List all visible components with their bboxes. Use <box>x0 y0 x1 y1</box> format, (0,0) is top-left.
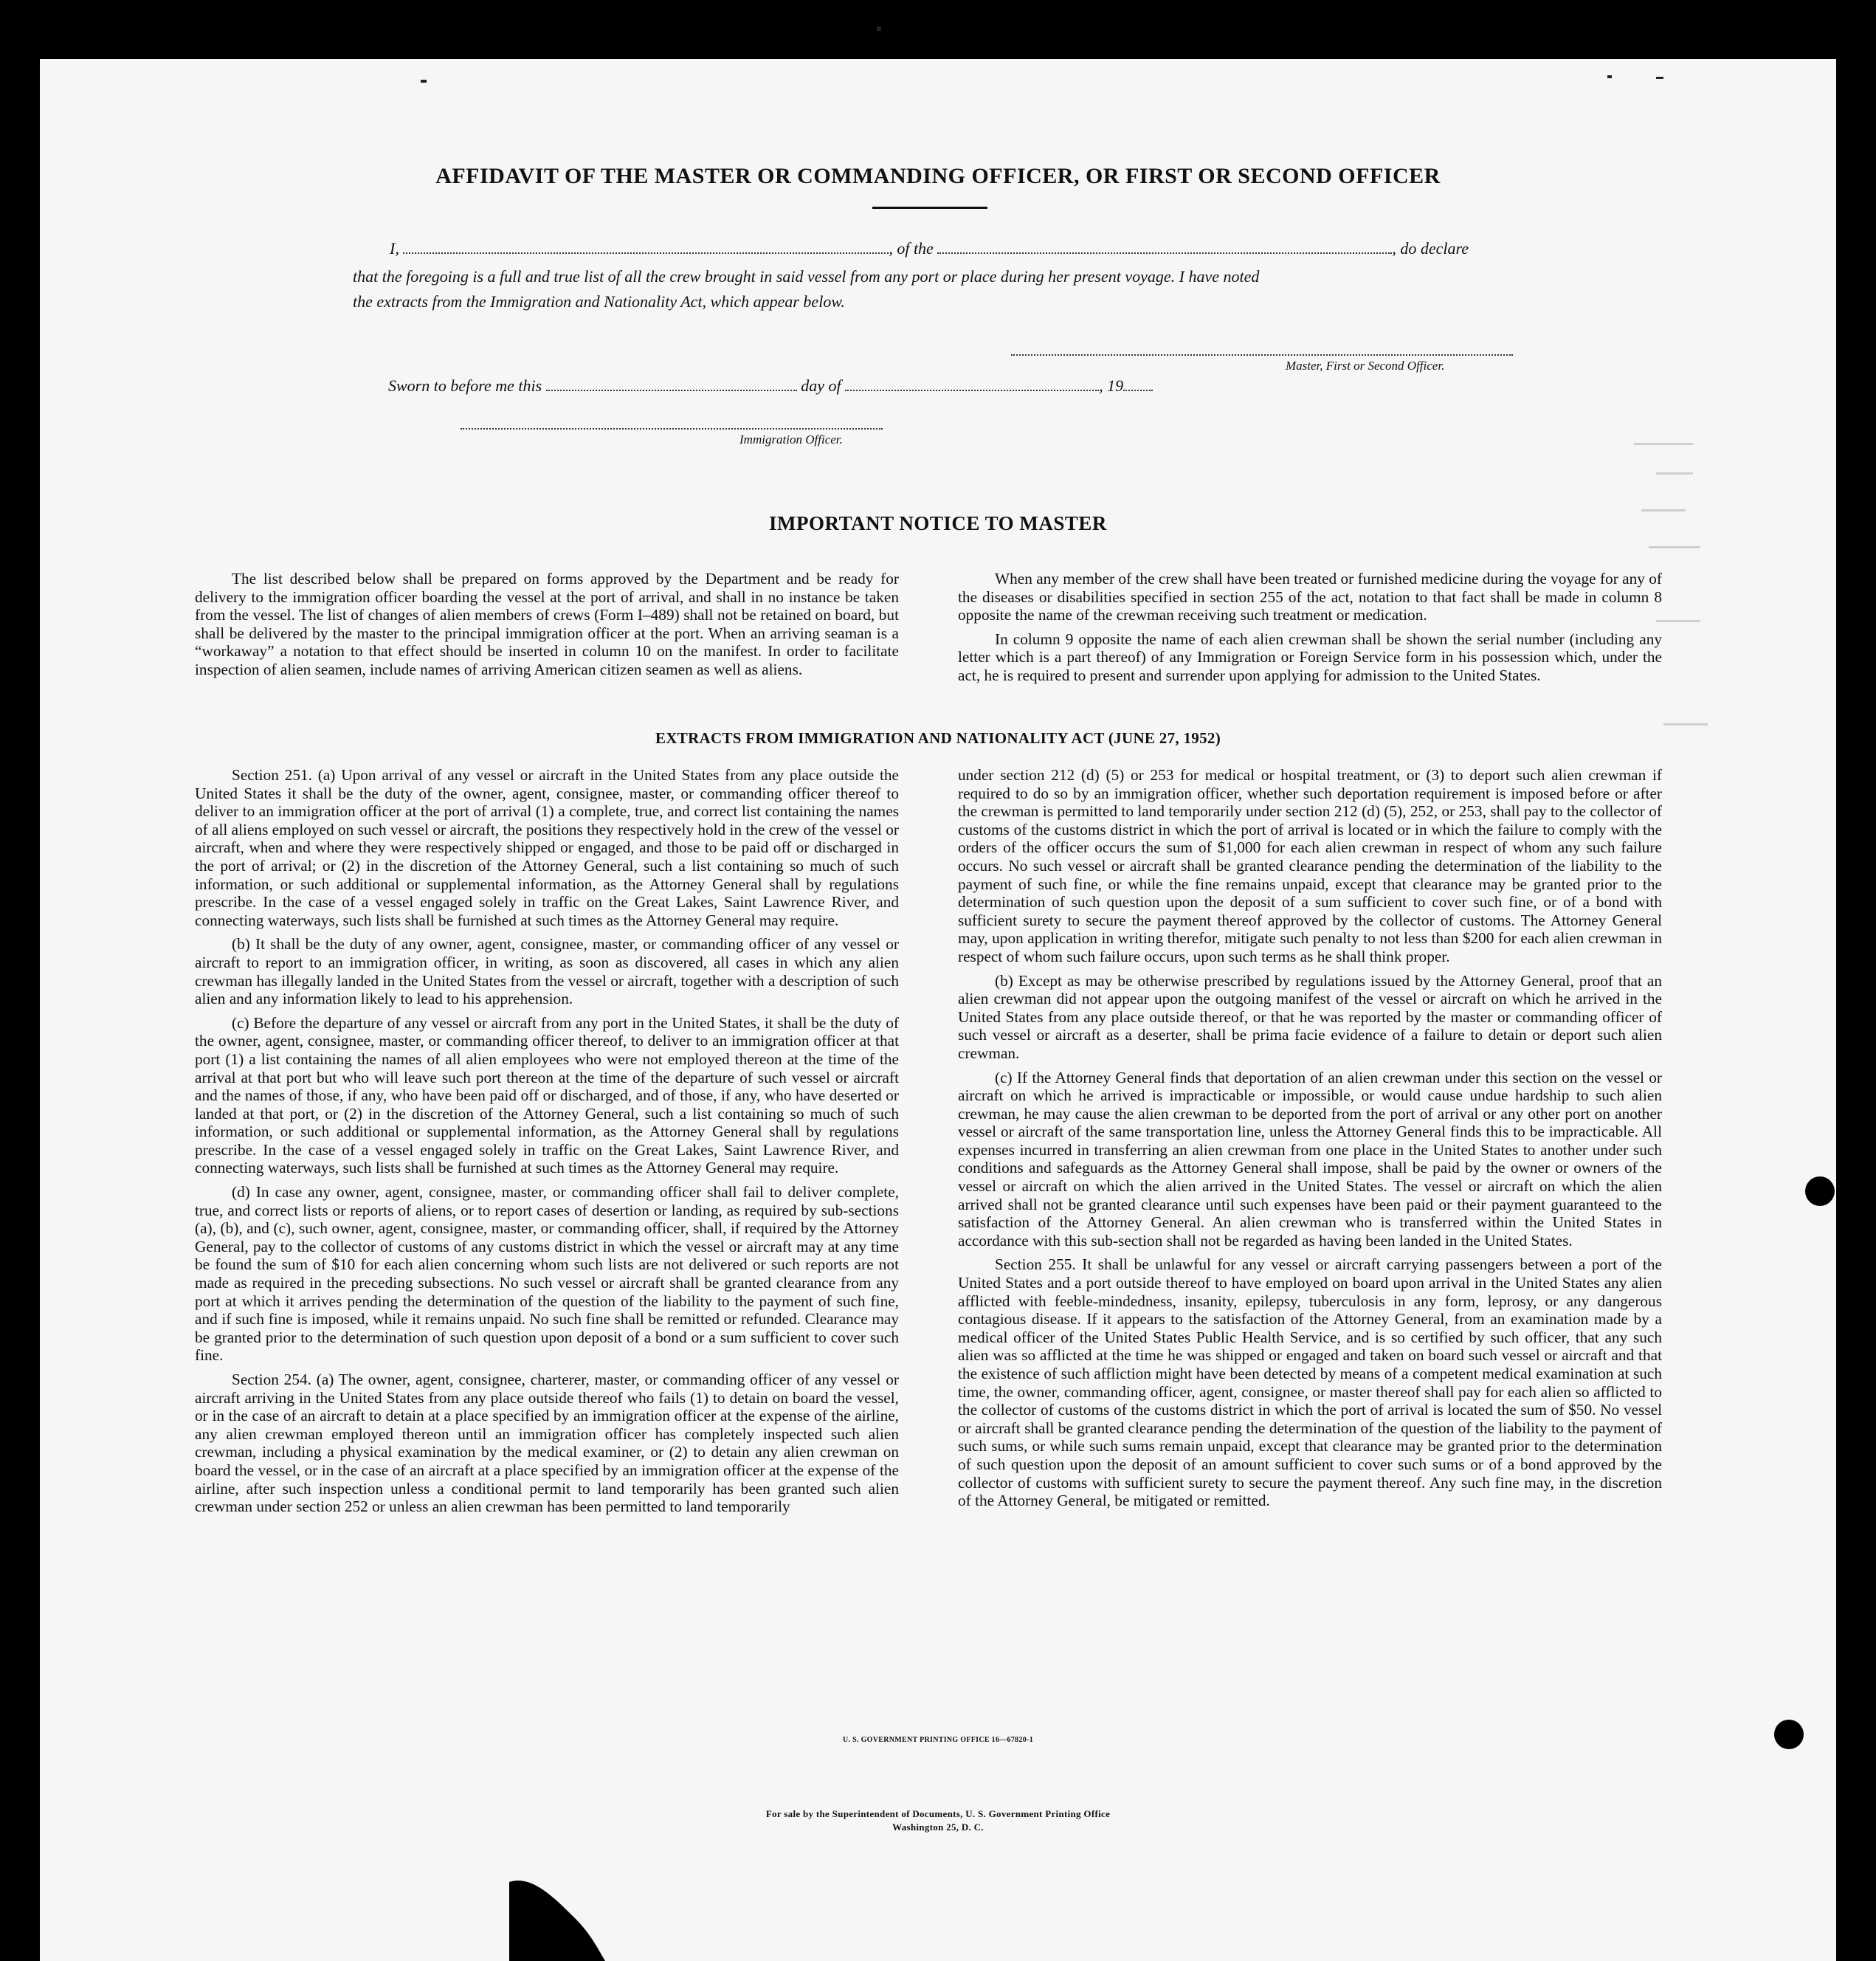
punch-hole <box>1805 1176 1835 1206</box>
officer-signature-line[interactable] <box>461 428 883 430</box>
title-rule <box>872 207 987 209</box>
punch-hole <box>1774 1720 1804 1749</box>
section-254-c: (c) If the Attorney General finds that deportation of an alien crewman under this section on the vessel or aircraft on which he arrived is impracticable or impossible, or would cause undue hardship to such alien crewman, he may cause the alien crewman to be deported from the port of arrival or any other port on another vessel or aircraft of the same transportation line, unless the Attorney General finds this to be impracticable. All expenses incurred in transferring an alien crewman from one place in the United States to another under such conditions and safeguards as the Attorney General shall impose, shall be paid by the owner or owners of the vessel or aircraft on which the alien arrived in the United States. The vessel or aircraft on which the alien arrived shall not be granted clearance until such expenses have been paid or their payment guaranteed to the satisfaction of the Attorney General. An alien crewman who is transferred within the United States in accordance with this sub-section shall not be regarded as having been landed in the United States. <box>958 1068 1662 1250</box>
bleed-mark <box>1634 443 1693 445</box>
i-label: I, <box>390 239 399 258</box>
name-blank[interactable] <box>403 239 889 254</box>
notice-left-column <box>195 570 899 685</box>
document-page <box>40 59 1836 1961</box>
master-caption: Master, First or Second Officer. <box>1286 359 1445 373</box>
printing-office-note: U. S. GOVERNMENT PRINTING OFFICE 16—67820-1 <box>842 1736 1033 1744</box>
section-254-a: Section 254. (a) The owner, agent, consignee, charterer, master, or commanding officer of any vessel or aircraft arriving in the United States from any place outside thereof who fails (1) to detain on board the vessel, or in the case of an aircraft to detain at a place specified by an immigration officer at the expense of the airline, any alien crewman employed thereon until an immigration officer has completely inspected such alien crewman, including a physical examination by the medical examiner, or (2) to detain any alien crewman on board the vessel, or in the case of an aircraft at a place specified by an immigration officer at the expense of the airline, after such inspection unless a conditional permit to land temporarily has been granted such alien crewman under section 252 or unless an alien crewman has been permitted to land temporarily <box>195 1371 899 1516</box>
declaration-line-2: the extracts from the Immigration and Nationality Act, which appear below. <box>353 292 845 311</box>
extracts-heading: EXTRACTS FROM IMMIGRATION AND NATIONALITY ACT (JUNE 27, 1952) <box>655 729 1221 747</box>
scan-speck <box>877 27 881 31</box>
section-254-b: (b) Except as may be otherwise prescribed by regulations issued by the Attorney General, proof that an alien crewman did not appear upon the outgoing manifest of the vessel or aircraft on which he arrived in the United States from any place outside thereof, or that he was reported by the master or commanding officer of such vessel or aircraft as a deserter, shall be prima facie evidence of a failure to detain or deport such alien crewman. <box>958 971 1662 1062</box>
sworn-day-blank[interactable] <box>546 376 797 391</box>
section-251-b: (b) It shall be the duty of any owner, agent, consignee, master, or commanding officer of any vessel or aircraft to report to an immigration officer, in writing, as soon as discovered, all cases in which any alien crewman has illegally landed in the United States from the vessel or aircraft, together with a description of such alien and any information likely to lead to his apprehension. <box>195 935 899 1008</box>
bleed-mark <box>1656 620 1700 622</box>
section-251-a: Section 251. (a) Upon arrival of any vessel or aircraft in the United States from any place outside the United States it shall be the duty of the owner, agent, consignee, master, or commanding officer thereof to deliver to an immigration officer at the port of arrival (1) a complete, true, and correct list containing the names of all aliens employed on such vessel or aircraft, the positions they respectively hold in the crew of the vessel or aircraft, when and where they were respectively shipped or engaged, and those to be paid off or discharged in the port of arrival; or (2) in the discretion of the Attorney General, such a list containing so much of such information, or such additional or supplemental information, as the Attorney General shall by regulations prescribe. In the case of a vessel engaged solely in traffic on the Great Lakes, Saint Lawrence River, and connecting waterways, such lists shall be furnished at such times as the Attorney General may require. <box>195 766 899 929</box>
notice-left-paragraph: The list described below shall be prepared on forms approved by the Department and be ready for delivery to the immigration officer boarding the vessel at the port of arrival, and shall in no instance be taken from the vessel. The list of changes of alien members of crews (Form I–489) shall not be retained on board, but shall be delivered by the master to the principal immigration officer at the port. When an arriving seaman is a “workaway” a notation to that effect should be inserted in column 10 on the manifest. In order to facilitate inspection of alien seamen, include names of arriving American citizen seamen as well as aliens. <box>195 570 899 678</box>
section-251-d: (d) In case any owner, agent, consignee, master, or commanding officer shall fail to deliver complete, true, and correct lists or reports of aliens, or to report cases of desertion or landing, as required by sub-sections (a), (b), and (c), such owner, agent, consignee, master, or commanding officer, shall, if required by the Attorney General, pay to the collector of customs of any customs district in which the vessel or aircraft may at any time be found the sum of $10 for each alien concerning whom such lists are not delivered or such reports are not made as required in the preceding subsections. No such vessel or aircraft shall be granted clearance from any port at which it arrives pending the determination of the question of the liability to the payment of such fine, and if such fine is imposed, while it remains unpaid. No such fine shall be remitted or refunded. Clearance may be granted prior to the determination of such question upon deposit of a bond or a sum sufficient to cover such fine. <box>195 1183 899 1365</box>
sworn-fill-line <box>388 376 1153 396</box>
extracts-left-column <box>195 766 899 1522</box>
year-blank[interactable] <box>1123 376 1153 391</box>
vessel-blank[interactable] <box>937 239 1392 254</box>
declaration-line-1: that the foregoing is a full and true list of all the crew brought in said vessel from any port or place during her present voyage. I have noted <box>353 267 1260 286</box>
section-254-a-continued: under section 212 (d) (5) or 253 for medical or hospital treatment, or (3) to deport such alien crewman if required to do so by an immigration officer, whether such deportation requirement is imposed before or after the crewman is permitted to land temporarily under section 212 (d) (5), 252, or 253, shall pay to the collector of customs of the customs district in which the port of arrival is located or in which the failure to comply with the orders of the officer occurs the sum of $1,000 for each alien crewman in respect of whom any such failure occurs. No such vessel or aircraft shall be granted clearance pending the determination of the liability to the payment of such fine, or while the fine remains unpaid, except that clearance may be granted prior to the determination of such question upon the deposit of a sum sufficient to cover such fine, or of a bond with sufficient surety to secure the payment thereof approved by the collector of customs. The Attorney General may, upon application in writing therefor, mitigate such penalty to not less than $200 for each alien crewman in respect of whom such failure occurs, upon such terms as he shall think proper. <box>958 766 1662 965</box>
section-251-c: (c) Before the departure of any vessel or aircraft from any port in the United States, it shall be the duty of the owner, agent, consignee, master, or commanding officer thereof, to deliver to an immigration officer at that port (1) a list containing the names of all alien employees who were not employed thereon at the time of the arrival at that port but who will leave such port thereon at the time of the departure of such vessel or aircraft and the names of those, if any, who have been paid off or discharged, and of those, if any, who have deserted or landed at that port, or (2) in the discretion of the Attorney General, such a list containing so much of such information, or such additional or supplemental information, as the Attorney General shall by regulations prescribe. In the case of a vessel engaged solely in traffic on the Great Lakes, Saint Lawrence River, and connecting waterways, such lists shall be furnished at such times as the Attorney General may require. <box>195 1013 899 1177</box>
bleed-mark <box>1641 509 1686 511</box>
extracts-right-column <box>958 766 1662 1516</box>
section-255: Section 255. It shall be unlawful for any vessel or aircraft carrying passengers between a port of the United States and a port outside thereof to have employed on board upon arrival in the United States any alien afflicted with feeble-mindedness, insanity, epilepsy, tuberculosis in any form, leprosy, or any dangerous contagious disease. If it appears to the satisfaction of the Attorney General, from an examination made by a medical officer of the United States Public Health Service, and is so certified by such officer, that any such alien was so afflicted at the time he was shipped or engaged and taken on board such vessel or aircraft and that the existence of such affliction might have been detected by means of a competent medical examination at such time, the owner, commanding officer, agent, consignee, or master thereof shall pay for each alien so afflicted to the collector of customs of the customs district in which the port of arrival is located the sum of $50. No vessel or aircraft shall be granted clearance pending the determination of the question of the liability to the payment of such sums, or while such sums remain unpaid, except that clearance may be granted prior to the determination of such question upon the deposit of an amount sufficient to cover such sums or of a bond approved by the collector of customs with sufficient surety to secure the payment thereof. Any such fine may, in the discretion of the Attorney General, be mitigated or remitted. <box>958 1255 1662 1510</box>
scan-speck <box>1607 75 1612 78</box>
year-prefix: , 19 <box>1099 376 1124 395</box>
sale-note-line-1: For sale by the Superintendent of Documents, U. S. Government Printing Office <box>765 1808 1111 1819</box>
bleed-mark <box>1656 472 1693 475</box>
officer-caption: Immigration Officer. <box>739 432 843 447</box>
affidavit-title: AFFIDAVIT OF THE MASTER OR COMMANDING OFFICER, OR FIRST OR SECOND OFFICER <box>435 164 1441 188</box>
bleed-mark <box>1663 723 1708 726</box>
scan-speck <box>1656 77 1663 79</box>
scan-speck <box>421 80 427 83</box>
do-declare-label: , do declare <box>1392 239 1469 258</box>
notice-right-paragraph-1: When any member of the crew shall have been treated or furnished medicine during the voyage for any of the diseases or disabilities specified in section 255 of the act, notation to that fact shall be made in column 8 opposite the name of the crewman receiving such treatment or medication. <box>958 570 1662 624</box>
notice-right-column <box>958 570 1662 691</box>
master-signature-line[interactable] <box>1011 354 1513 356</box>
bleed-mark <box>1649 546 1700 548</box>
day-of-label: day of <box>801 376 841 395</box>
sworn-label: Sworn to before me this <box>388 376 542 395</box>
declaration-fill-line <box>390 239 1553 258</box>
notice-right-paragraph-2: In column 9 opposite the name of each alien crewman shall be shown the serial number (including any letter which is a part thereof) of any Immigration or Foreign Service form in his possession which, under the act, he is required to present and surrender upon applying for admission to the United States. <box>958 630 1662 684</box>
sale-note-line-2: Washington 25, D. C. <box>892 1822 984 1833</box>
notice-heading: IMPORTANT NOTICE TO MASTER <box>769 512 1107 534</box>
of-the-label: , of the <box>889 239 934 258</box>
sworn-month-blank[interactable] <box>845 376 1099 391</box>
torn-paper-edge <box>509 1875 605 1961</box>
